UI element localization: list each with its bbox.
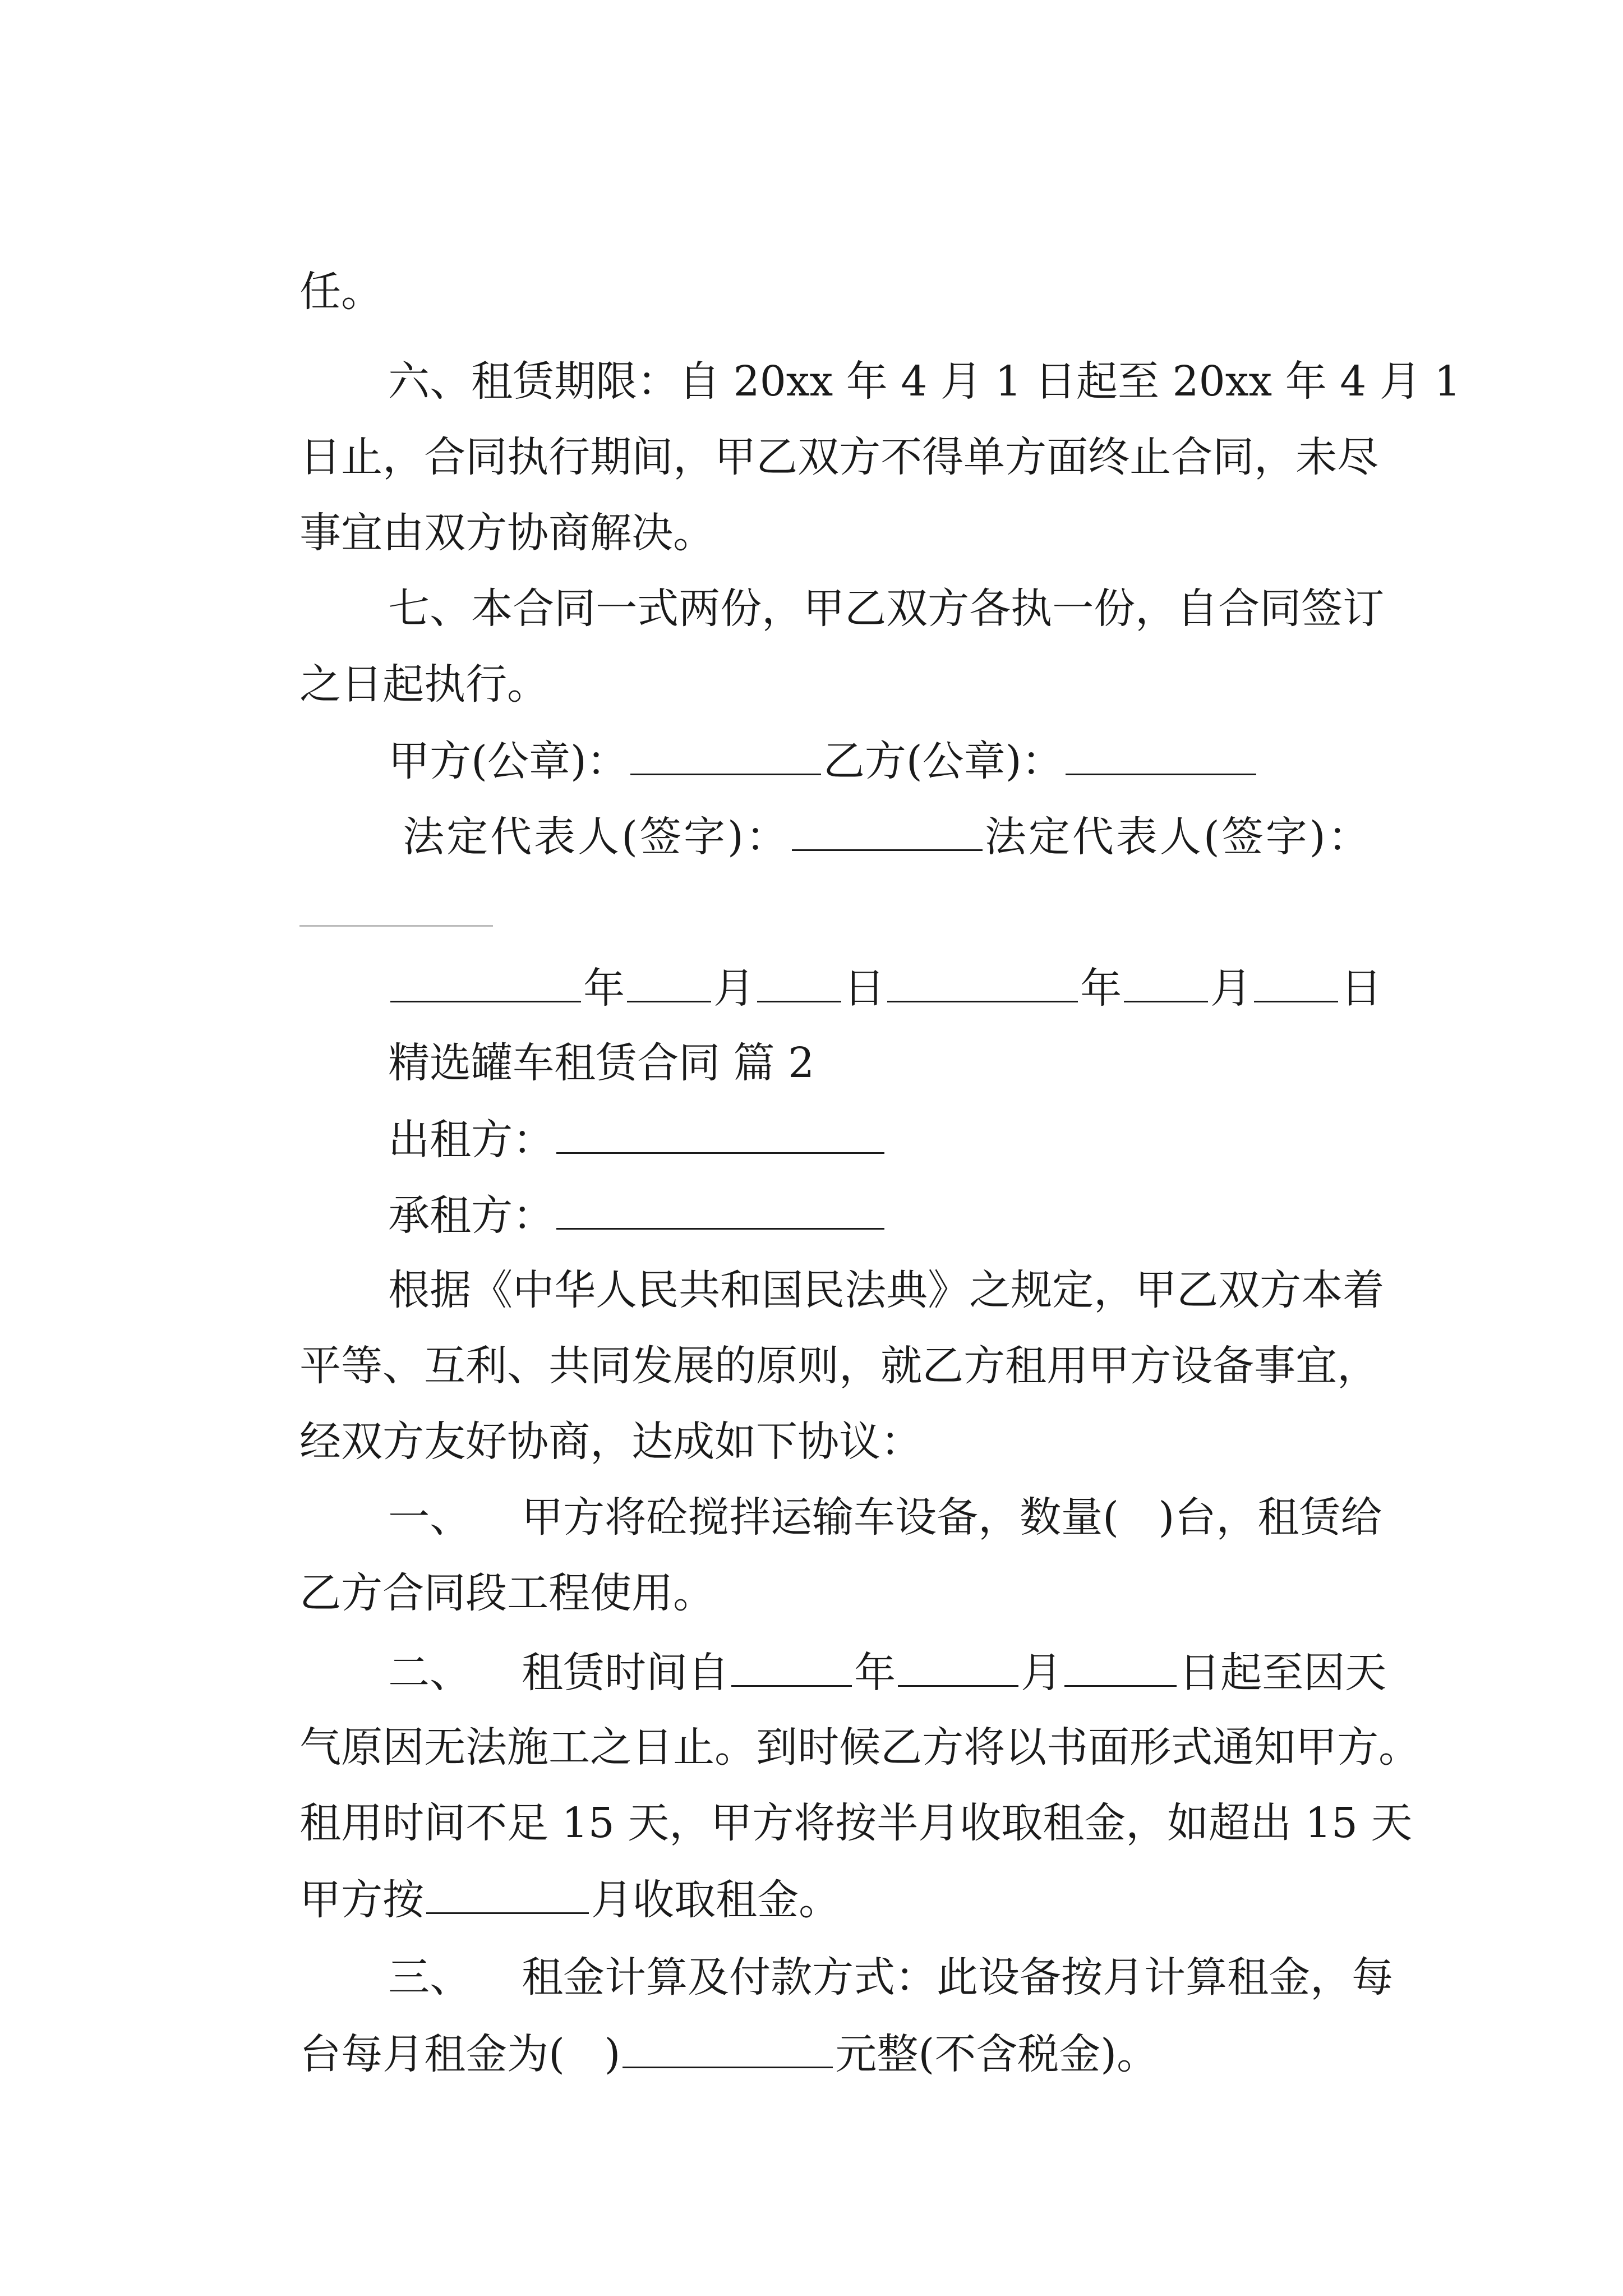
clause-3-line-2-a: 台每月租金为( ) xyxy=(299,2030,621,2078)
paragraph-line xyxy=(247,600,549,708)
paragraph-line xyxy=(247,1358,923,1466)
paragraph-line xyxy=(335,1588,1387,1697)
paragraph-line xyxy=(335,1206,1385,1314)
paragraph-line xyxy=(335,1433,1382,1542)
date-a-year-label: 年 xyxy=(583,964,625,1013)
lessee-line xyxy=(335,1130,887,1240)
paragraph-line xyxy=(335,1893,1394,2001)
section-title xyxy=(335,979,815,1087)
legal-rep-continuation xyxy=(247,827,493,884)
paragraph-line xyxy=(247,1815,841,1924)
clause-2-text-a: 租赁时间自 xyxy=(522,1649,730,1697)
date-b-month-blank[interactable] xyxy=(1124,959,1208,1002)
clause-2-line-3: 租用时间不足 15 天，甲方将按半月收取租金，如超出 15 天 xyxy=(299,1799,1413,1847)
clause-1-line-1: 甲方将砼搅拌运输车设备，数量( )台，租赁给 xyxy=(522,1493,1382,1542)
clause-2-line-2: 气原因无法施工之日止。到时候乙方将以书面形式通知甲方。 xyxy=(299,1723,1421,1772)
paragraph-line xyxy=(247,449,715,557)
paragraph-line xyxy=(247,1663,1421,1772)
lessee-label: 承租方： xyxy=(388,1191,555,1240)
section-2-title: 精选罐车租赁合同 篇 2 xyxy=(388,1039,815,1087)
intro-line-3: 经双方友好协商，达成如下协议： xyxy=(299,1418,923,1466)
clause-2-line-4-a: 甲方按 xyxy=(299,1876,425,1924)
clause-3-number: 三、 xyxy=(388,1953,472,2001)
paragraph-line xyxy=(335,297,1461,406)
clause-3-line-2-b: 元整(不含税金)。 xyxy=(835,2030,1159,2078)
clause-1-line-2: 乙方合同段工程使用。 xyxy=(299,1569,715,1617)
party-b-seal-label: 乙方(公章)： xyxy=(823,737,1063,785)
paragraph-line xyxy=(247,373,1379,481)
clause-2-text-b: 年 xyxy=(854,1649,896,1697)
clause-7-line-1: 七、本合同一式两份，甲乙双方各执一份，自合同签订 xyxy=(388,585,1385,633)
legal-rep-line xyxy=(341,752,1372,861)
clause-6-line-3: 事宜由双方协商解决。 xyxy=(299,509,715,557)
date-b-month-label: 月 xyxy=(1210,964,1252,1013)
text: 任。 xyxy=(299,268,383,316)
date-a-month-label: 月 xyxy=(713,964,755,1013)
clause-1-number: 一、 xyxy=(388,1493,472,1542)
clause-6-line-2: 日止，合同执行期间，甲乙双方不得单方面终止合同，未尽 xyxy=(299,433,1379,481)
paragraph-line xyxy=(247,1739,1413,1847)
date-b-year-blank[interactable] xyxy=(887,959,1078,1002)
date-b-day-blank[interactable] xyxy=(1254,959,1338,1002)
paragraph-line xyxy=(247,1509,715,1617)
date-line xyxy=(335,903,1382,1013)
party-a-legal-rep-label: 法定代表人(签字)： xyxy=(403,813,790,861)
clause-2-line-4-b: 月收取租金。 xyxy=(591,1876,841,1924)
paragraph-line xyxy=(247,1282,1379,1390)
date-b-day-label: 日 xyxy=(1340,964,1382,1013)
clause-2-number: 二、 xyxy=(388,1649,472,1697)
clause-2-text-c: 月 xyxy=(1021,1649,1063,1697)
signature-line xyxy=(335,676,1258,785)
clause-2-text-d: 日起至因天 xyxy=(1179,1649,1387,1697)
party-b-legal-rep-label: 法定代表人(签字)： xyxy=(984,813,1372,861)
clause-3-line-1: 租金计算及付款方式：此设备按月计算租金，每 xyxy=(522,1953,1394,2001)
party-a-legal-rep-blank[interactable] xyxy=(792,808,983,851)
paragraph-line xyxy=(247,1969,1159,2078)
clause-7-line-2: 之日起执行。 xyxy=(299,660,549,708)
paragraph-line xyxy=(335,524,1385,633)
intro-line-2: 平等、互利、共同发展的原则，就乙方租用甲方设备事宜， xyxy=(299,1342,1379,1390)
clause-6-line-1: 六、租赁期限：自 20xx 年 4 月 1 日起至 20xx 年 4 月 1 xyxy=(388,357,1461,406)
date-a-day-label: 日 xyxy=(843,964,886,1013)
intro-line-1: 根据《中华人民共和国民法典》之规定，甲乙双方本着 xyxy=(388,1266,1385,1314)
paragraph-line xyxy=(247,208,383,316)
lessor-line xyxy=(335,1055,887,1164)
party-a-seal-label: 甲方(公章)： xyxy=(388,737,628,785)
lessor-label: 出租方： xyxy=(388,1116,555,1164)
date-b-year-label: 年 xyxy=(1080,964,1122,1013)
monthly-rent-blank[interactable] xyxy=(623,2025,833,2068)
